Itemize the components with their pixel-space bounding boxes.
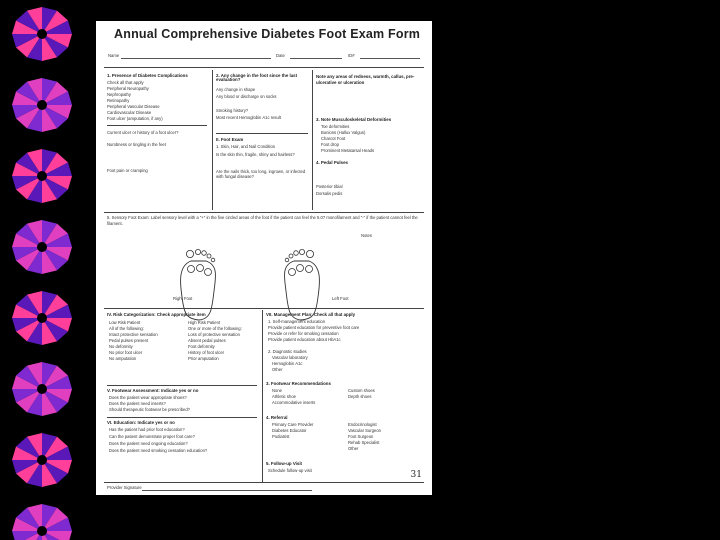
- list-item: Podiatrist: [272, 434, 290, 439]
- list-item: No amputation: [109, 356, 137, 361]
- spiral-hole: [37, 313, 47, 323]
- spiral-binding-decoration: [0, 0, 80, 540]
- section-divider: [107, 417, 257, 418]
- management-plan-heading: VII. Management Plan: Check all that apply: [266, 312, 356, 317]
- ulcer-history-question: Current ulcer or history of a foot ulcer?: [107, 130, 179, 135]
- list-item: Depth shoes: [348, 394, 372, 399]
- list-item: Provide patient education for preventive foot care: [268, 325, 360, 330]
- section-divider: [107, 385, 257, 386]
- list-item: None: [272, 388, 283, 393]
- spiral-coil: [12, 291, 72, 345]
- spiral-coil: [12, 7, 72, 61]
- redness-heading: Note any areas of redness, warmth, callus, pre-ulcerative or ulceration: [316, 74, 415, 85]
- feet-diagram: [96, 21, 432, 321]
- education-heading: VI. Education: Indicate yes or no: [107, 420, 175, 425]
- list-item: Any blood or discharge on socks: [216, 94, 277, 99]
- follow-up-heading: 5. Follow-up Visit: [266, 461, 303, 466]
- list-item: Smoking history?: [216, 108, 249, 113]
- list-item: Can the patient demonstrate proper foot care?: [109, 434, 195, 439]
- list-item: Custom shoes: [348, 388, 375, 393]
- spiral-hole: [37, 455, 47, 465]
- risk-category-heading: IV. Risk Categorization: Check appropriate item: [107, 312, 206, 317]
- foot-exam-heading: II. Foot Exam: [216, 137, 244, 142]
- right-foot-label: Right Foot: [173, 296, 193, 301]
- list-item: Foot drop: [321, 142, 339, 147]
- list-item: Posterior tibial: [316, 184, 343, 189]
- list-item: Does the patient wear appropriate shoes?: [109, 395, 187, 400]
- list-item: Pedal pulses present: [109, 338, 149, 343]
- list-item: Low Risk Patient: [109, 320, 141, 325]
- list-item: Accommodative inserts: [272, 400, 316, 405]
- left-foot-label: Left Foot: [332, 296, 349, 301]
- footwear-recommendations-heading: 3. Footwear Recommendations: [266, 381, 331, 386]
- follow-up-text: Schedule follow-up visit: [268, 468, 312, 473]
- spiral-coil: [12, 362, 72, 416]
- foot-change-heading: 2. Any change in the foot since the last evaluation?: [216, 73, 298, 83]
- list-item: Diabetes Educator: [272, 428, 307, 433]
- spiral-hole: [37, 100, 47, 110]
- list-item: 1. Self-management education: [268, 319, 326, 324]
- list-item: Vascular Surgeon: [348, 428, 381, 433]
- list-item: Bunions (Hallux Valgus): [321, 130, 366, 135]
- form-title: Annual Comprehensive Diabetes Foot Exam Form: [114, 27, 421, 41]
- list-item: Provide or refer for smoking cessation: [268, 331, 339, 336]
- list-item: Should therapeutic footwear be prescribed?: [109, 407, 191, 412]
- spiral-hole: [37, 384, 47, 394]
- spiral-coil: [12, 220, 72, 274]
- id-field-label: ID#: [348, 53, 355, 58]
- spiral-coil: [12, 433, 72, 487]
- date-field-label: Date: [276, 53, 285, 58]
- list-item: Prominent Metatarsal Heads: [321, 148, 375, 153]
- list-item: Dorsalis pedis: [316, 191, 343, 196]
- list-item: No prior foot ulcer: [109, 350, 143, 355]
- list-item: Are the nails thick, too long, ingrown, or infected with fungal disease?: [216, 169, 306, 180]
- numbness-question: Numbness or tingling in the feet: [107, 142, 166, 147]
- list-item: Primary Care Provider: [272, 422, 314, 427]
- list-item: Other: [272, 367, 283, 372]
- list-item: Hemoglobin A1c: [272, 361, 303, 366]
- list-item: Foot ulcer (amputation, if any): [107, 116, 163, 121]
- list-item: High Risk Patient: [188, 320, 221, 325]
- list-item: Foot Surgeon: [348, 434, 374, 439]
- list-item: Loss of protective sensation: [188, 332, 240, 337]
- list-item: Vascular laboratory: [272, 355, 308, 360]
- list-item: Does the patient need smoking cessation education?: [109, 448, 208, 453]
- notes-label: Notes: [361, 233, 372, 238]
- list-item: Has the patient had prior foot education?: [109, 427, 185, 432]
- list-item: Peripheral Vascular Disease: [107, 104, 160, 109]
- spiral-hole: [37, 242, 47, 252]
- foot-pain-question: Foot pain or cramping: [107, 168, 148, 173]
- spiral-coil: [12, 149, 72, 203]
- deformities-heading: 3. Note Musculoskeletal Deformities: [316, 117, 392, 122]
- list-item: Endocrinologist: [348, 422, 377, 427]
- complications-heading: 1. Presence of Diabetes Complications: [107, 73, 188, 78]
- list-item: Toe deformities: [321, 124, 350, 129]
- list-item: Check all that apply: [107, 80, 144, 85]
- list-item: Athletic shoe: [272, 394, 296, 399]
- name-field-label: Name: [108, 53, 120, 58]
- spiral-coil: [12, 504, 72, 540]
- signature-line: [142, 490, 312, 491]
- list-item: Nephropathy: [107, 92, 131, 97]
- list-item: All of the following:: [109, 326, 144, 331]
- spiral-coil: [12, 78, 72, 132]
- page-number: 31: [410, 470, 422, 480]
- list-item: Most recent Hemoglobin A1c result: [216, 115, 281, 120]
- section-divider: [104, 482, 424, 483]
- list-item: Peripheral Neuropathy: [107, 86, 149, 91]
- list-item: Any change in shape: [216, 87, 256, 92]
- list-item: Other: [348, 446, 359, 451]
- list-item: Cardiovascular Disease: [107, 110, 152, 115]
- list-item: Is the skin thin, fragile, shiny and hairless?: [216, 152, 295, 157]
- list-item: 1. Skin, Hair, and Nail Condition: [216, 144, 276, 149]
- list-item: Charcot Foot: [321, 136, 346, 141]
- list-item: 2. Diagnostic studies: [268, 349, 307, 354]
- pedal-pulses-heading: 4. Pedal Pulses: [316, 160, 348, 165]
- spiral-hole: [37, 526, 47, 536]
- list-item: Provide patient education about HbA1c: [268, 337, 341, 342]
- sensory-exam-instructions: 5. Sensory Foot Exam: Label sensory level with a "+" in the five circled areas of the foot if the patient can feel the 5.07 monofilament and "-" if the patient cannot feel the filament.: [107, 215, 418, 226]
- diabetes-foot-exam-form: [96, 21, 432, 495]
- list-item: One or more of the following:: [188, 326, 242, 331]
- list-item: Prior amputation: [188, 356, 219, 361]
- spiral-hole: [37, 29, 47, 39]
- list-item: Foot deformity: [188, 344, 215, 349]
- spiral-hole: [37, 171, 47, 181]
- column-divider: [262, 310, 263, 482]
- provider-signature-label: Provider Signature: [107, 485, 142, 490]
- list-item: History of foot ulcer: [188, 350, 225, 355]
- list-item: No deformity: [109, 344, 133, 349]
- referral-heading: 4. Referral: [266, 415, 288, 420]
- section-divider: [104, 308, 424, 309]
- list-item: Retinopathy: [107, 98, 130, 103]
- list-item: Does the patient need inserts?: [109, 401, 166, 406]
- list-item: Intact protective sensation: [109, 332, 158, 337]
- list-item: Does the patient need ongoing education?: [109, 441, 188, 446]
- list-item: Rehab Specialist: [348, 440, 380, 445]
- footwear-assessment-heading: V. Footwear Assessment: Indicate yes or no: [107, 388, 199, 393]
- list-item: Absent pedal pulses: [188, 338, 226, 343]
